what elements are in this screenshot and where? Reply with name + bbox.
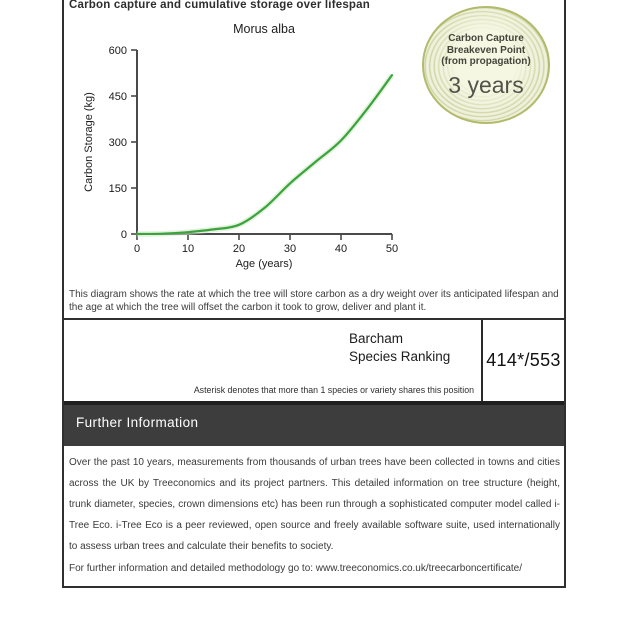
asterisk-note: Asterisk denotes that more than 1 species or variety shares this position xyxy=(193,385,474,395)
x-axis-label: Age (years) xyxy=(235,258,293,270)
further-info-body xyxy=(64,446,564,586)
ranking-section xyxy=(64,320,564,405)
carbon-storage-chart xyxy=(64,16,424,276)
badge-text: Breakeven Point xyxy=(446,44,526,56)
svg-text:30: 30 xyxy=(283,243,297,255)
breakeven-badge xyxy=(422,6,550,124)
svg-text:20: 20 xyxy=(232,243,246,255)
further-info-header xyxy=(64,405,564,446)
ranking-title xyxy=(349,330,450,366)
svg-text:450: 450 xyxy=(108,91,127,103)
svg-text:50: 50 xyxy=(385,243,399,255)
further-info-paragraph: Over the past 10 years, measurements from thousands of urban trees have been collected in towns and cities across the UK by Treeconomics and its project partners. This detailed information on tree structure (height, trunk diameter, species, crown dimensions etc) has been run through a sophisticated computer model called i-Tree Eco. i-Tree Eco is a peer reviewed, open source and freely available software suite, used internationally to assess urban trees and calculate their benefits to society. xyxy=(69,457,560,552)
svg-text:300: 300 xyxy=(108,137,127,149)
further-info-heading: Further Information xyxy=(76,415,199,430)
chart-section xyxy=(64,0,564,320)
ranking-value: 414*/553 xyxy=(486,350,561,370)
svg-text:40: 40 xyxy=(334,243,348,255)
chart-title: Morus alba xyxy=(233,22,295,36)
svg-text:150: 150 xyxy=(108,183,127,195)
further-info-footer: For further information and detailed methodology go to: www.treeconomics.co.uk/treecarboncertificate/ xyxy=(69,563,523,574)
svg-text:0: 0 xyxy=(120,229,127,241)
svg-text:0: 0 xyxy=(133,243,141,255)
ranking-label-cell xyxy=(64,320,483,401)
storage-curve xyxy=(137,75,392,234)
ranking-value-cell xyxy=(483,320,564,401)
diagram-note: This diagram shows the rate at which the tree will store carbon as a dry weight over its anticipated lifespan and the age at which the tree will offset the carbon it took to grow, deliver and plant it. xyxy=(69,289,559,313)
y-axis-label: Carbon Storage (kg) xyxy=(83,92,95,192)
section-title: Carbon capture and cumulative storage over lifespan xyxy=(69,0,370,11)
badge-value: 3 years xyxy=(448,71,524,98)
ranking-label: Species Ranking xyxy=(349,349,451,364)
chart-axes xyxy=(109,45,398,255)
svg-text:10: 10 xyxy=(181,243,195,255)
badge-text: (from propagation) xyxy=(441,56,531,68)
ranking-org: Barcham xyxy=(349,331,404,346)
certificate-frame xyxy=(62,0,566,588)
svg-text:600: 600 xyxy=(108,45,127,57)
badge-text: Carbon Capture xyxy=(448,33,524,45)
